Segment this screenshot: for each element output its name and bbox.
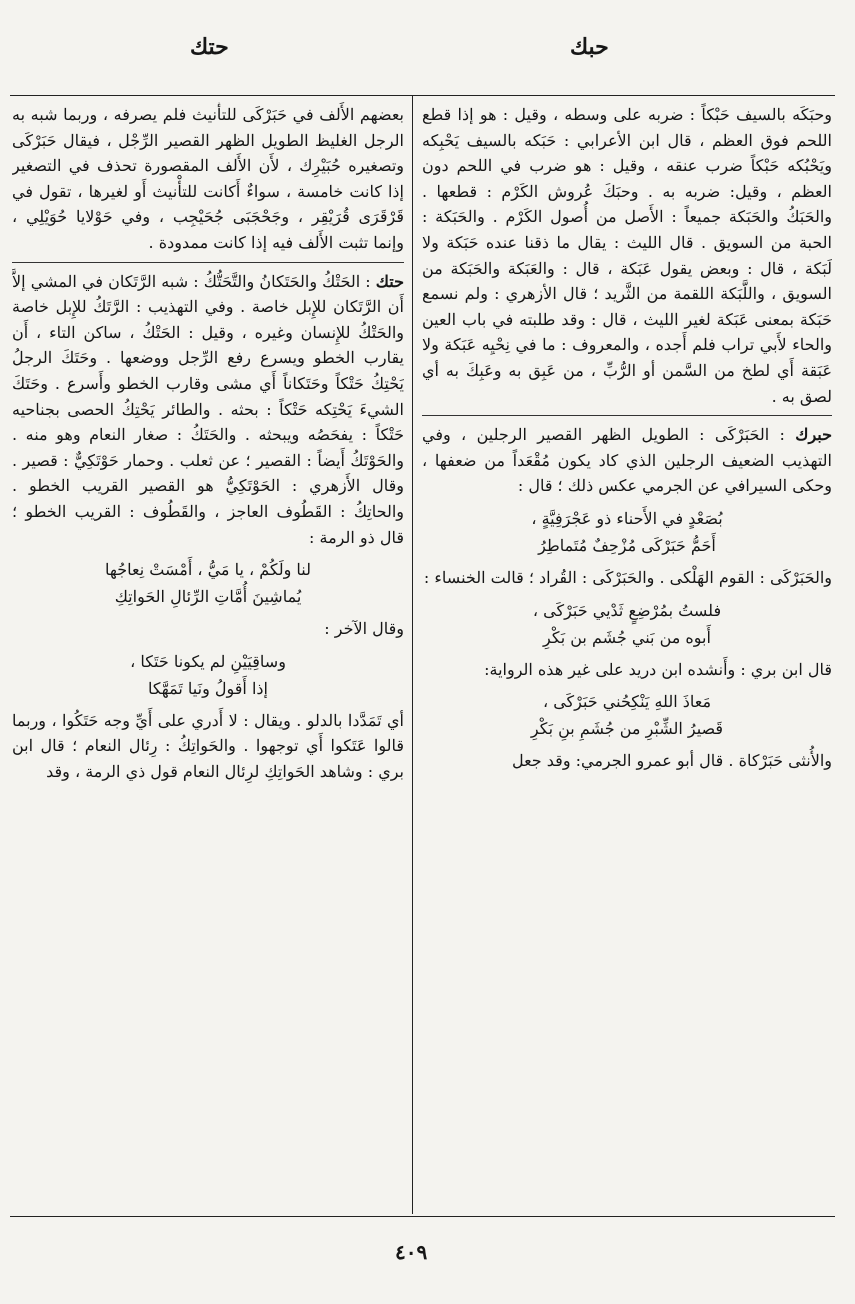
top-rule: [10, 95, 835, 96]
entry-text: : الحَبَرْكَى : الطويل الظهر القصير الرجلين ، وفي التهذيب الضعيف الرجلين الذي كاد يكون مُقْعَداً من ضعفها ، وحكى السيرافي عن الجرمي عكس ذلك ؛ قال :: [422, 425, 832, 496]
entry-text: وحبَكَه بالسيف حَبْكاً : ضربه على وسطه ، وقيل : هو إذا قطع اللحم فوق العظم ، قال ابن الأعرابي : حَبَكه بالسيف يَحْبِكه ويَحْبُكه حَبْكاً ضرب عنقه ، وقيل : هو ضرب في اللحم دون العظم ، وقيل: ضربه به . وحبَكَ عُروش الكَرْم : قطعها . والحَبَكُ والحَبَكة جميعاً : الأَصل من أُصول الكَرْم . والحَبَكة : الحبة من السويق . قال الليث : يقال ما ذقنا عنده حَبَكة ولا لَبَكة ، قال : وبعض يقول عَبَكة ، قال : والعَبَكة والحَبَكة من السويق ، واللَّبَكة اللقمة من الثَّريد ؛ قال الأزهري : ولم نسمع حَبَكة بمعنى عَبَكة لغير الليث ، قال : وقد طلبته في باب العين والحاء لأَبي تراب فلم أَجده ، والمعروف : ما في نِحْيِه عَبَكة ولا عَبَقة أَي لطخ من السَّمن أو الرُّبِّ ، من عَبِق به وعَبِكَ به أي لصق به .: [422, 105, 832, 406]
verse-line: فلستُ بمُرْضِعٍ ثَدْيي حَبَرْكَى ،: [532, 600, 722, 620]
entry-text: والحَبَرْكَى : القوم الهَلْكى . والحَبَرْكَى : القُراد ؛ قالت الخنساء :: [423, 567, 832, 587]
verse: [12, 556, 404, 610]
bottom-rule: [10, 1216, 835, 1217]
verse: [422, 688, 832, 742]
verse-line: لنا ولَكُمْ ، يا مَيُّ ، أَمْسَتْ نِعاجُها: [104, 560, 311, 580]
verse-line: إذا أَقولُ ونَيا تَمَهَّكا: [148, 678, 268, 698]
right-running-head: حبك: [570, 34, 609, 60]
column-divider: [412, 96, 413, 1214]
entry-text: والأُنثى حَبَرْكاة . قال أبو عمرو الجرمي: وقد جعل: [511, 751, 832, 771]
entry-text: بعضهم الأَلف في حَبَرْكَى للتأْنيث فلم يصرفه ، وربما شبه به الرجل الغليظ الطويل الظهر القصير الرِّجْل ، فيقال حَبَرْكَى وتصغيره حُبَيْرِك ، لأَن الأَلف المقصورة تحذف في التصغير إذا كانت خامسة ، سواءٌ أَكانت للتأْنيث أَو لغيرها ، تقول في قَرْقَرَى قُرَيْقِر ، وجَحْجَبَى جُحَيْجِب ، وفي حَوْلايا حُوَيْلِي ، وإنما تثبت الأَلف فيه إذا كانت ممدودة .: [12, 105, 404, 252]
verse-line: يُماشِينَ أُمَّاتِ الرِّئالِ الحَواتِكِ: [114, 587, 302, 607]
entry-separator: [422, 415, 832, 416]
verse: [422, 597, 832, 651]
page-number: ٤٠٩: [395, 1240, 428, 1264]
verse-line: بُصَعْدٍ في الأَحناء ذو عَجْرَفِيَّةٍ ،: [531, 508, 723, 528]
left-running-head: حتك: [190, 34, 229, 60]
verse-line: أَحَمُّ حَبَرْكَى مُزْحِفٌ مُتَماطِرُ: [538, 535, 716, 555]
verse-line: مَعاذَ اللهِ يَنْكِحُني حَبَرْكَى ،: [542, 692, 712, 712]
entry-habrak: [422, 422, 832, 499]
verse-line: قَصيرُ الشِّبْرِ من جُشَمِ بنِ بَكْرِ: [530, 719, 724, 739]
verse-line: أَبوه من بَني جُشَم بن بَكْرِ: [543, 627, 711, 647]
entry-text: وقال الآخر :: [324, 619, 404, 639]
entry-hatak: [12, 269, 404, 551]
right-column: [422, 102, 832, 1210]
left-column: [12, 102, 404, 1210]
entry-text: أي تَمَدَّدا بالدلو . ويقال : لا أَدري على أَيِّ وجه حَتَكُوا ، وربما قالوا عَتَكوا أَي توجهوا . والحَواتِكُ : رِئال النعام ؛ قال ابن بري : وشاهد الحَواتِكِ لرِئال النعام قول ذي الرمة ، وقد: [12, 710, 404, 781]
verse-line: وساقِيَيْنِ لم يكونا حَتَكا ،: [130, 651, 286, 671]
verse: [12, 648, 404, 702]
headword: حبرك: [795, 425, 832, 445]
headword: حتك: [375, 271, 404, 291]
verse: [422, 505, 832, 559]
entry-text: قال ابن بري : وأَنشده ابن دريد على غير هذه الرواية:: [484, 659, 832, 679]
entry-separator: [12, 262, 404, 263]
entry-text: : الحَتْكُ والحَتَكانُ والتَّحَتُّكُ : شبه الرَّتَكان في المشي إلاَّ أَن الرَّتَكان للإِبل خاصة . وفي التهذيب : الرَّتَكُ للإِبل خاصة والحَتْكُ للإِنسان وغيره ، وقيل : الحَتْكُ ، ساكن التاء ، أَن يقارب الخطو ويسرع رفع الرِّجل ووضعها . وحَتَكَ الرجلُ يَحْتِكُ حَتْكاً وحَتَكاناً أَي مشى وقارب الخطو وأَسرع . وحَتَكَ الشيءَ يَحْتِكه حَتْكاً : بحثه . والطائر يَحْتِكُ الحصى بجناحيه حَتْكاً : يفحَصُه ويبحثه . والحَتَكُ : صغار النعام وهو منه . والحَوْتَكُ أَيضاً : القصير ؛ عن ثعلب . وحمار حَوْتَكِيٌّ : قصير . وقال الأَزهري : الحَوْتَكِيُّ هو القصير القريب الخطو . والحاتِكُ : القَطُوف العاجز ، والقَطُوف : القريب الخطو ؛ قال ذو الرمة :: [12, 271, 404, 547]
